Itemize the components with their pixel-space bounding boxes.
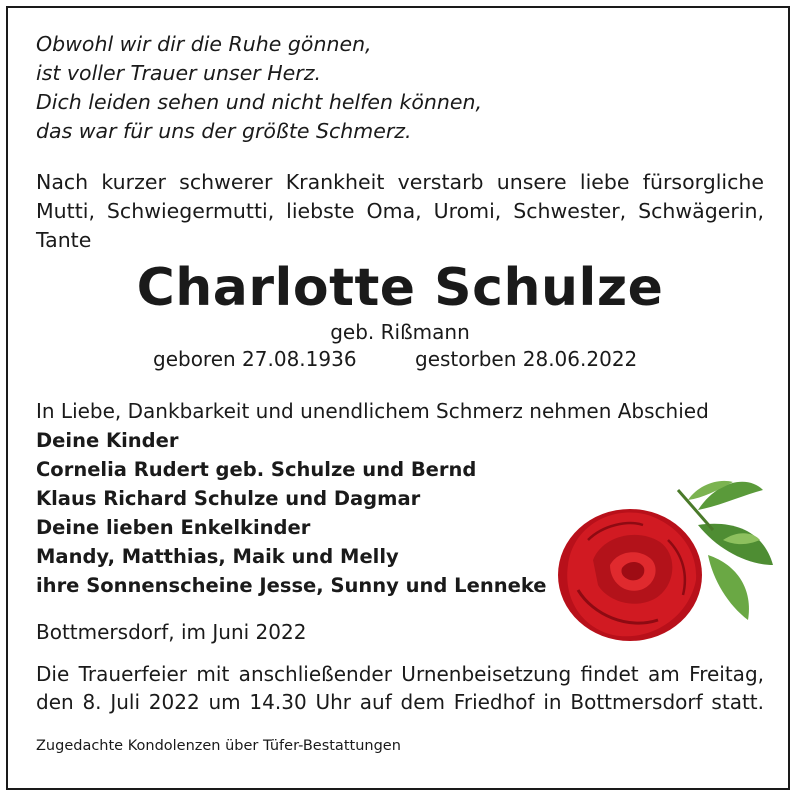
red-rose-icon [548,470,778,645]
mourner-line: Mandy, Matthias, Maik und Melly [36,545,399,568]
funeral-line: den 8. Juli 2022 um 14.30 Uhr auf dem Friedhof in Bottmersdorf statt. [36,690,764,714]
mourners-list [36,426,547,600]
mourner-line: Deine lieben Enkelkinder [36,516,311,539]
funeral-line: Die Trauerfeier mit anschließender Urnenbeisetzung findet am Freitag, [36,662,764,686]
place-date: Bottmersdorf, im Juni 2022 [36,620,307,644]
intro-line: Tante [36,228,92,252]
poem-line: Obwohl wir dir die Ruhe gönnen, [36,32,372,56]
intro-line: Nach kurzer schwerer Krankheit verstarb unsere liebe fürsorgliche [36,170,764,194]
mourner-line: ihre Sonnenscheine Jesse, Sunny und Lenneke [36,574,547,597]
condolence-note: Zugedachte Kondolenzen über Tüfer-Bestattungen [36,738,401,754]
mourner-line: Klaus Richard Schulze und Dagmar [36,487,421,510]
mourner-line: Cornelia Rudert geb. Schulze und Bernd [36,458,477,481]
deceased-name: Charlotte Schulze [136,258,664,318]
death-date: gestorben 28.06.2022 [415,347,638,371]
poem-line: Dich leiden sehen und nicht helfen können, [36,90,482,114]
maiden-name: geb. Rißmann [330,320,470,344]
mourner-line: Deine Kinder [36,429,179,452]
farewell-text: In Liebe, Dankbarkeit und unendlichem Schmerz nehmen Abschied [36,399,709,423]
funeral-notice [36,660,764,716]
intro-text [36,168,764,255]
birth-date: geboren 27.08.1936 [153,347,357,371]
poem-line: das war für uns der größte Schmerz. [36,119,412,143]
poem [36,30,482,146]
intro-line: Mutti, Schwiegermutti, liebste Oma, Uromi, Schwester, Schwägerin, [36,199,764,223]
poem-line: ist voller Trauer unser Herz. [36,61,321,85]
